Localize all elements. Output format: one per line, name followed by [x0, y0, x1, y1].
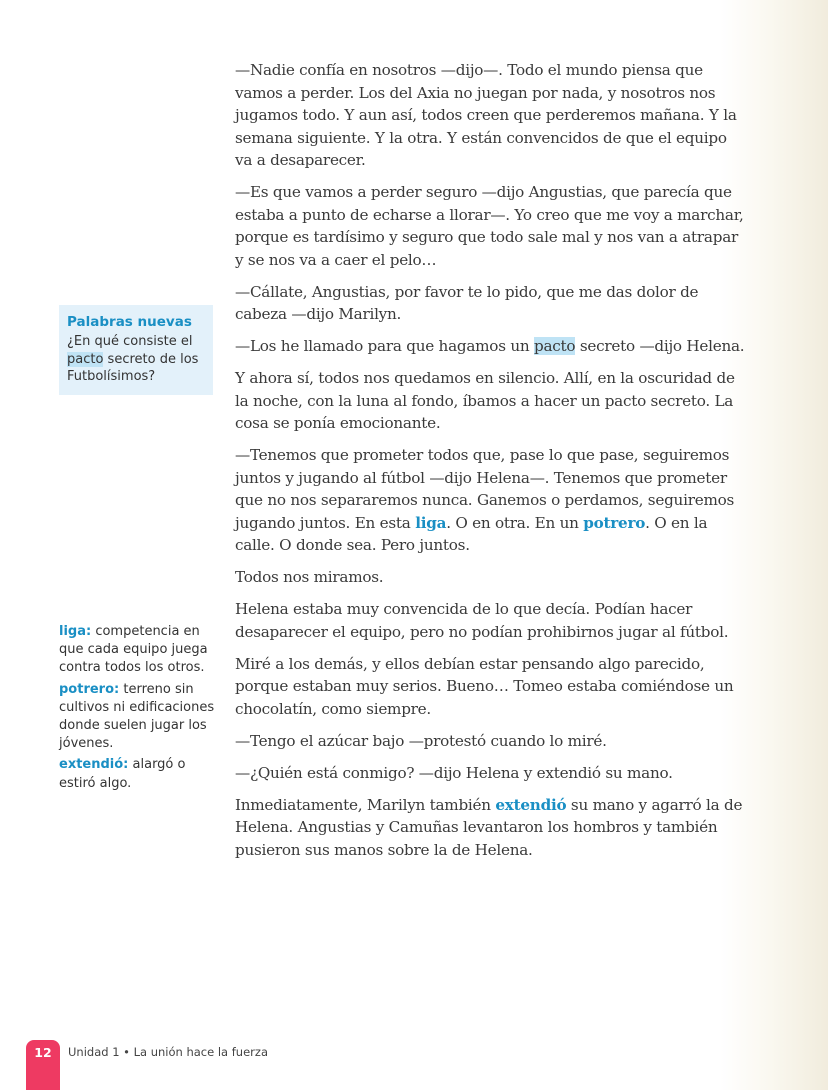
paragraph: Todos nos miramos.	[235, 568, 384, 586]
text-run: su mano y agarró la de Helena. Angustias y Camuñas levantaron los hombros y también pusieron sus manos sobre la de Helena.	[235, 795, 743, 859]
paragraph: —¿Quién está conmigo? —dijo Helena y extendió su mano.	[235, 763, 673, 782]
paragraph	[235, 335, 745, 358]
page-number: 12	[26, 1040, 60, 1090]
glossary-definition: competencia en que cada equipo juega contra todos los otros.	[59, 624, 208, 676]
paragraph	[235, 444, 745, 557]
text-run: —Los he llamado para que hagamos un	[235, 337, 534, 355]
text-run: . O en otra. En un	[446, 513, 584, 532]
glossary-term: potrero:	[59, 681, 120, 697]
glossary-entry-potrero	[59, 681, 217, 754]
glossary-term: extendió:	[59, 757, 129, 773]
glossary-term: liga:	[59, 624, 92, 639]
paragraph	[235, 794, 745, 862]
text-run: ¿En qué consiste el	[67, 334, 193, 349]
paragraph: Helena estaba muy convencida de lo que decía. Podían hacer desaparecer el equipo, pero no podían prohibirnos jugar al fútbol.	[235, 600, 729, 641]
new-words-box	[59, 305, 213, 395]
paragraph: —Tengo el azúcar bajo —protestó cuando lo miré.	[235, 731, 607, 750]
paragraph: Y ahora sí, todos nos quedamos en silencio. Allí, en la oscuridad de la noche, con la luna al fondo, íbamos a hacer un pacto secreto. La cosa se ponía emocionante.	[235, 369, 735, 432]
glossary-link-potrero[interactable]: potrero	[583, 513, 646, 532]
glossary-definition: terreno sin cultivos ni edificaciones donde suelen jugar los jóvenes.	[59, 681, 215, 752]
text-run: —Tenemos que prometer todos que, pase lo que pase, seguiremos juntos y jugando al fútbol —dijo Helena—. Tenemos que prometer que no nos separaremos nunca. Ganemos o perdamos, seguiremos jugando juntos. En esta	[235, 446, 735, 532]
paragraph: Miré a los demás, y ellos debían estar pensando algo parecido, porque estaban muy serios. Bueno… Tomeo estaba comiéndose un chocolatín, como siempre.	[235, 654, 734, 718]
text-run: . O en la calle. O donde sea. Pero juntos.	[235, 513, 708, 554]
paragraph: —Nadie confía en nosotros —dijo—. Todo el mundo piensa que vamos a perder. Los del Axia no juegan por nada, y nosotros nos jugamos todo. Y aun así, todos creen que perderemos mañana. Y la semana siguiente. Y la otra. Y están convencidos de que el equipo va a desaparecer.	[235, 61, 737, 169]
glossary-entry-liga	[59, 623, 217, 678]
glossary	[59, 623, 217, 796]
new-words-title: Palabras nuevas	[67, 314, 192, 330]
paragraph: —Cállate, Angustias, por favor te lo pido, que me das dolor de cabeza —dijo Marilyn.	[235, 282, 699, 323]
text-run: Inmediatamente, Marilyn también	[235, 795, 496, 814]
unit-title: Unidad 1 • La unión hace la fuerza	[68, 1045, 268, 1059]
new-words-question	[67, 333, 207, 386]
glossary-definition: alargó o estiró algo.	[59, 757, 186, 791]
glossary-link-extendio[interactable]: extendió	[495, 795, 567, 814]
glossary-link-liga[interactable]: liga	[415, 513, 447, 532]
text-run: secreto —dijo Helena.	[575, 337, 745, 355]
paragraph: —Es que vamos a perder seguro —dijo Angustias, que parecía que estaba a punto de echarse a llorar—. Yo creo que me voy a marchar, porque es tardísimo y seguro que todo sale mal y nos van a atrapar y se nos va a caer el pelo…	[235, 183, 744, 269]
highlighted-word: pacto	[533, 337, 576, 355]
text-run: secreto de los Futbolísimos?	[67, 351, 199, 384]
glossary-entry-extendio	[59, 756, 217, 792]
highlighted-word: pacto	[67, 351, 104, 367]
story-text	[235, 59, 745, 871]
